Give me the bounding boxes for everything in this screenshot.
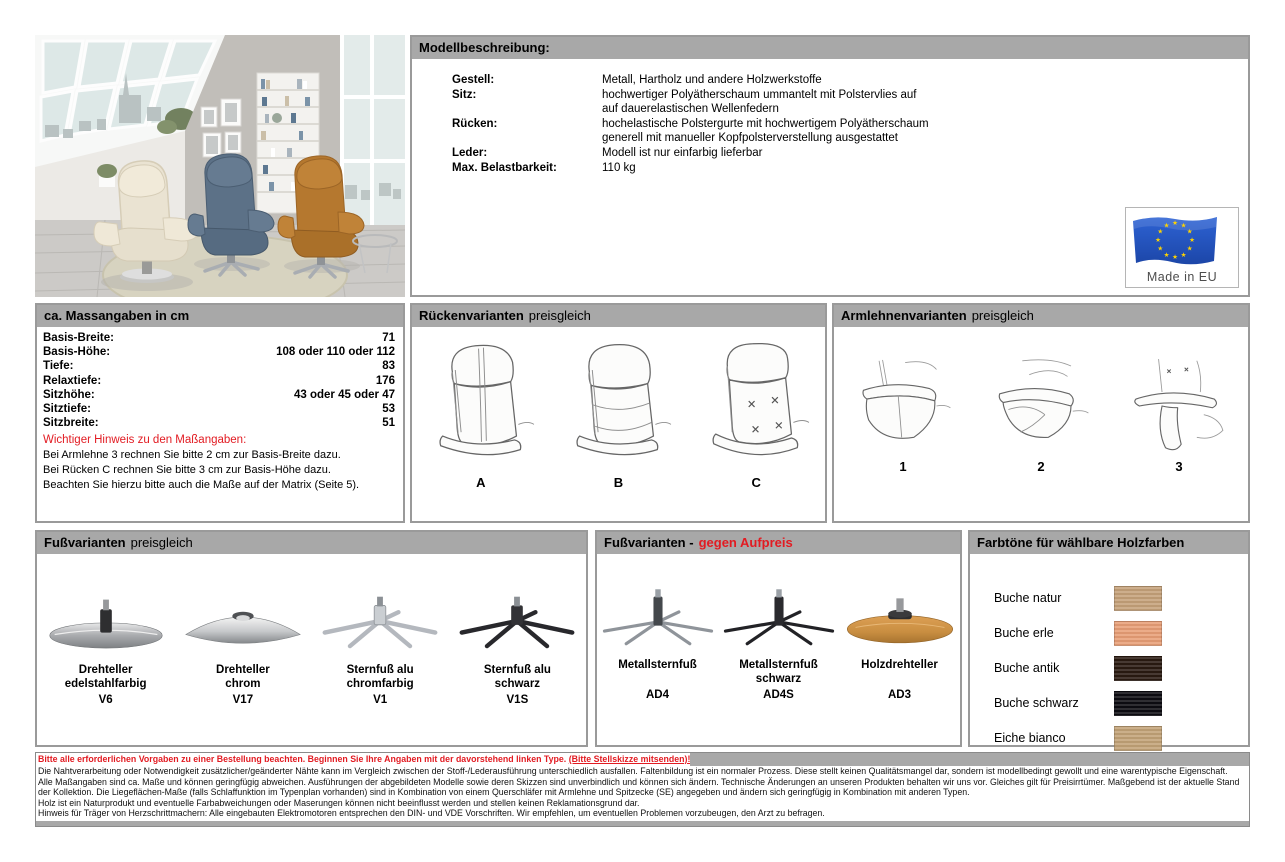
model-description-body xyxy=(412,59,1248,175)
measure-row: Tiefe: 83 xyxy=(43,360,395,373)
svg-text:★: ★ xyxy=(1157,227,1164,236)
chrome-plate-image xyxy=(180,580,306,658)
foot-variant-v1s: Sternfuß alu schwarz V1S xyxy=(454,580,580,706)
disclaimer-line: Holz ist ein Naturprodukt und eventuelle Farbabweichungen oder Maserungen können nicht beeinflusst werden und stellen keinen Reklamationsgrund dar. xyxy=(38,797,640,808)
made-in-eu-badge xyxy=(1125,207,1239,288)
measurements-header xyxy=(37,305,403,327)
spec-row: Rücken: hochelastische Polstergurte mit hochwertigem Polyätherschaum generell mit manueller Kopfpolsterverstellung ausgestattet xyxy=(452,117,929,145)
armrest-variant-1: 1 xyxy=(853,357,953,474)
model-description-panel xyxy=(410,35,1250,297)
svg-text:★: ★ xyxy=(1180,250,1187,259)
metal-star-base-black-image xyxy=(720,580,838,653)
model-description-header xyxy=(412,37,1248,59)
room-photo-illustration xyxy=(35,35,405,297)
measure-note-line: Beachten Sie hierzu bitte auch die Maße auf der Matrix (Seite 5). xyxy=(43,478,360,491)
wood-color-row: Buche antik xyxy=(994,654,1248,682)
made-in-eu-label: Made in EU xyxy=(1146,270,1218,284)
steel-plate-image xyxy=(43,580,169,658)
star-base-chrome-image xyxy=(317,580,443,658)
measure-note-line: Bei Armlehne 3 rechnen Sie bitte 2 cm zur Basis-Breite dazu. xyxy=(43,449,341,462)
foot-variant-v1: Sternfuß alu chromfarbig V1 xyxy=(317,580,443,706)
wood-swatch xyxy=(1114,586,1162,611)
measure-note-line: Bei Rücken C rechnen Sie bitte 3 cm zur Basis-Höhe dazu. xyxy=(43,464,331,477)
room-photo xyxy=(35,35,405,297)
armrest-variants-header: Armlehnenvarianten preisgleich xyxy=(834,305,1248,327)
svg-text:★: ★ xyxy=(1155,236,1161,245)
wood-colors-panel xyxy=(968,530,1250,747)
spec-row: Gestell: Metall, Hartholz und andere Holzwerkstoffe xyxy=(452,74,822,86)
svg-text:★: ★ xyxy=(1172,253,1178,262)
back-variants-panel xyxy=(410,303,827,523)
foot-variant-ad4s: Metallsternfuß schwarz AD4S xyxy=(720,580,838,701)
armrest-sketch-3 xyxy=(1129,357,1229,455)
disclaimer-line: Die Nahtverarbeitung oder Notwendigkeit zusätzlicher/geänderter Nähte kann im Vergleich zwischen der Stoff-/Lederausführung unterschiedlich ausfallen. Faltenbildung ist ein normaler Prozess. Diese stellt keinen Qualitätsmangel dar, sondern ist modellbedingt gewollt und eine warentypische Eigenschaft. xyxy=(38,766,1228,776)
model-description-title: Modellbeschreibung: xyxy=(419,40,550,55)
svg-text:★: ★ xyxy=(1172,219,1178,228)
armrest-variants-panel xyxy=(832,303,1250,523)
measure-row: Basis-Höhe: 108 oder 110 oder 112 xyxy=(43,346,395,359)
wood-color-row: Buche erle xyxy=(994,619,1248,647)
foot-variants-surcharge-header: Fußvarianten - gegen Aufpreis xyxy=(597,532,960,554)
disclaimer-headline-row xyxy=(36,753,1249,766)
foot-variant-ad4: Metallsternfuß AD4 xyxy=(599,580,717,701)
star-base-black-image xyxy=(454,580,580,658)
armrest-sketch-2 xyxy=(991,357,1091,455)
measurements-panel xyxy=(35,303,405,523)
foot-variants-standard-panel xyxy=(35,530,588,747)
measure-row: Basis-Breite: 71 xyxy=(43,332,395,344)
disclaimer-headline: Bitte alle erforderlichen Vorgaben zu einer Bestellung beachten. Beginnen Sie Ihre Angaben mit der davorstehend linken Type. (Bitte Stellskizze mitsenden)! xyxy=(38,754,691,764)
back-variant-b: B xyxy=(562,337,674,490)
headline-gray-fill xyxy=(690,753,1249,766)
back-sketch-a xyxy=(425,337,537,471)
disclaimer-bottom-bar xyxy=(36,821,1249,826)
measurements-title: ca. Massangaben in cm xyxy=(44,308,190,323)
back-variant-c: C xyxy=(700,337,812,490)
wood-colors-header: Farbtöne für wählbare Holzfarben xyxy=(970,532,1248,554)
spec-row: Leder: Modell ist nur einfarbig lieferbar xyxy=(452,146,763,159)
armrest-variant-2: 2 xyxy=(991,357,1091,474)
wood-swatch xyxy=(1114,726,1162,751)
wood-color-row: Eiche bianco xyxy=(994,724,1248,752)
measurements-table xyxy=(37,327,403,492)
disclaimer-line: der Kollektion. Die Liegeflächen-Maße (falls Schlaffunktion im Typenplan vorhanden) sind in Kombination von einem Querschläfer mit Armlehne und Spitzecke (SE) angegeben und ändern sich geringfügig in Kombination mit anderen Typen. xyxy=(38,787,970,797)
wood-plate-image xyxy=(841,580,959,653)
back-variants-header: Rückenvarianten preisgleich xyxy=(412,305,825,327)
measure-row: Sitztiefe: 53 xyxy=(43,403,395,416)
svg-text:★: ★ xyxy=(1186,227,1193,236)
back-sketch-b xyxy=(562,337,674,471)
svg-text:★: ★ xyxy=(1180,221,1187,230)
foot-variants-surcharge-panel xyxy=(595,530,962,747)
metal-star-base-image xyxy=(599,580,717,653)
measure-note-title: Wichtiger Hinweis zu den Maßangaben: xyxy=(43,434,247,447)
back-variant-a: A xyxy=(425,337,537,490)
foot-variant-v6: Drehteller edelstahlfarbig V6 xyxy=(43,580,169,706)
svg-text:★: ★ xyxy=(1186,244,1193,253)
spec-row: Max. Belastbarkeit: 110 kg xyxy=(452,161,636,174)
foot-variant-ad3: Holzdrehteller AD3 xyxy=(841,580,959,701)
wood-swatch xyxy=(1114,691,1162,716)
armrest-sketch-1 xyxy=(853,357,953,455)
measure-row: Sitzhöhe: 43 oder 45 oder 47 xyxy=(43,388,395,401)
armrest-variant-3: 3 xyxy=(1129,357,1229,474)
measure-row: Relaxtiefe: 176 xyxy=(43,374,395,387)
wood-swatch xyxy=(1114,656,1162,681)
disclaimer-block xyxy=(35,752,1250,827)
spec-row: Sitz: hochwertiger Polyätherschaum ummantelt mit Polstervlies auf auf dauerelastischen Wellenfedern xyxy=(452,88,917,116)
back-sketch-c xyxy=(700,337,812,471)
svg-text:★: ★ xyxy=(1163,250,1170,259)
wood-color-row: Buche natur xyxy=(994,584,1248,612)
svg-text:★: ★ xyxy=(1189,236,1195,245)
svg-text:★: ★ xyxy=(1157,244,1164,253)
disclaimer-line: Hinweis für Träger von Herzschrittmachern: Alle eingebauten Elektromotoren entsprechen den DIN- und VDE Vorschriften. Wir empfehlen, um eventuellen Problemen vorzubeugen, den Arzt zu befragen. xyxy=(38,808,825,818)
eu-flag-icon xyxy=(1130,213,1220,269)
measure-row: Sitzbreite: 51 xyxy=(43,417,395,430)
foot-variant-v17: Drehteller chrom V17 xyxy=(180,580,306,706)
wood-swatch xyxy=(1114,621,1162,646)
wood-color-row: Buche schwarz xyxy=(994,689,1248,717)
disclaimer-line: Alle Maßangaben sind ca. Maße und können geringfügig abweichen. Ausführungen der abgebildeten Modelle sowie deren Skizzen sind unverbindlich und können sich ändern. Technische Änderungen an unseren Produkten behalten wir uns vor. Gleiches gilt für Preisirrtümer. Maßgebend ist der aktuelle Stand xyxy=(38,776,1240,787)
foot-variants-standard-header: Fußvarianten preisgleich xyxy=(37,532,586,554)
svg-text:★: ★ xyxy=(1163,221,1170,230)
